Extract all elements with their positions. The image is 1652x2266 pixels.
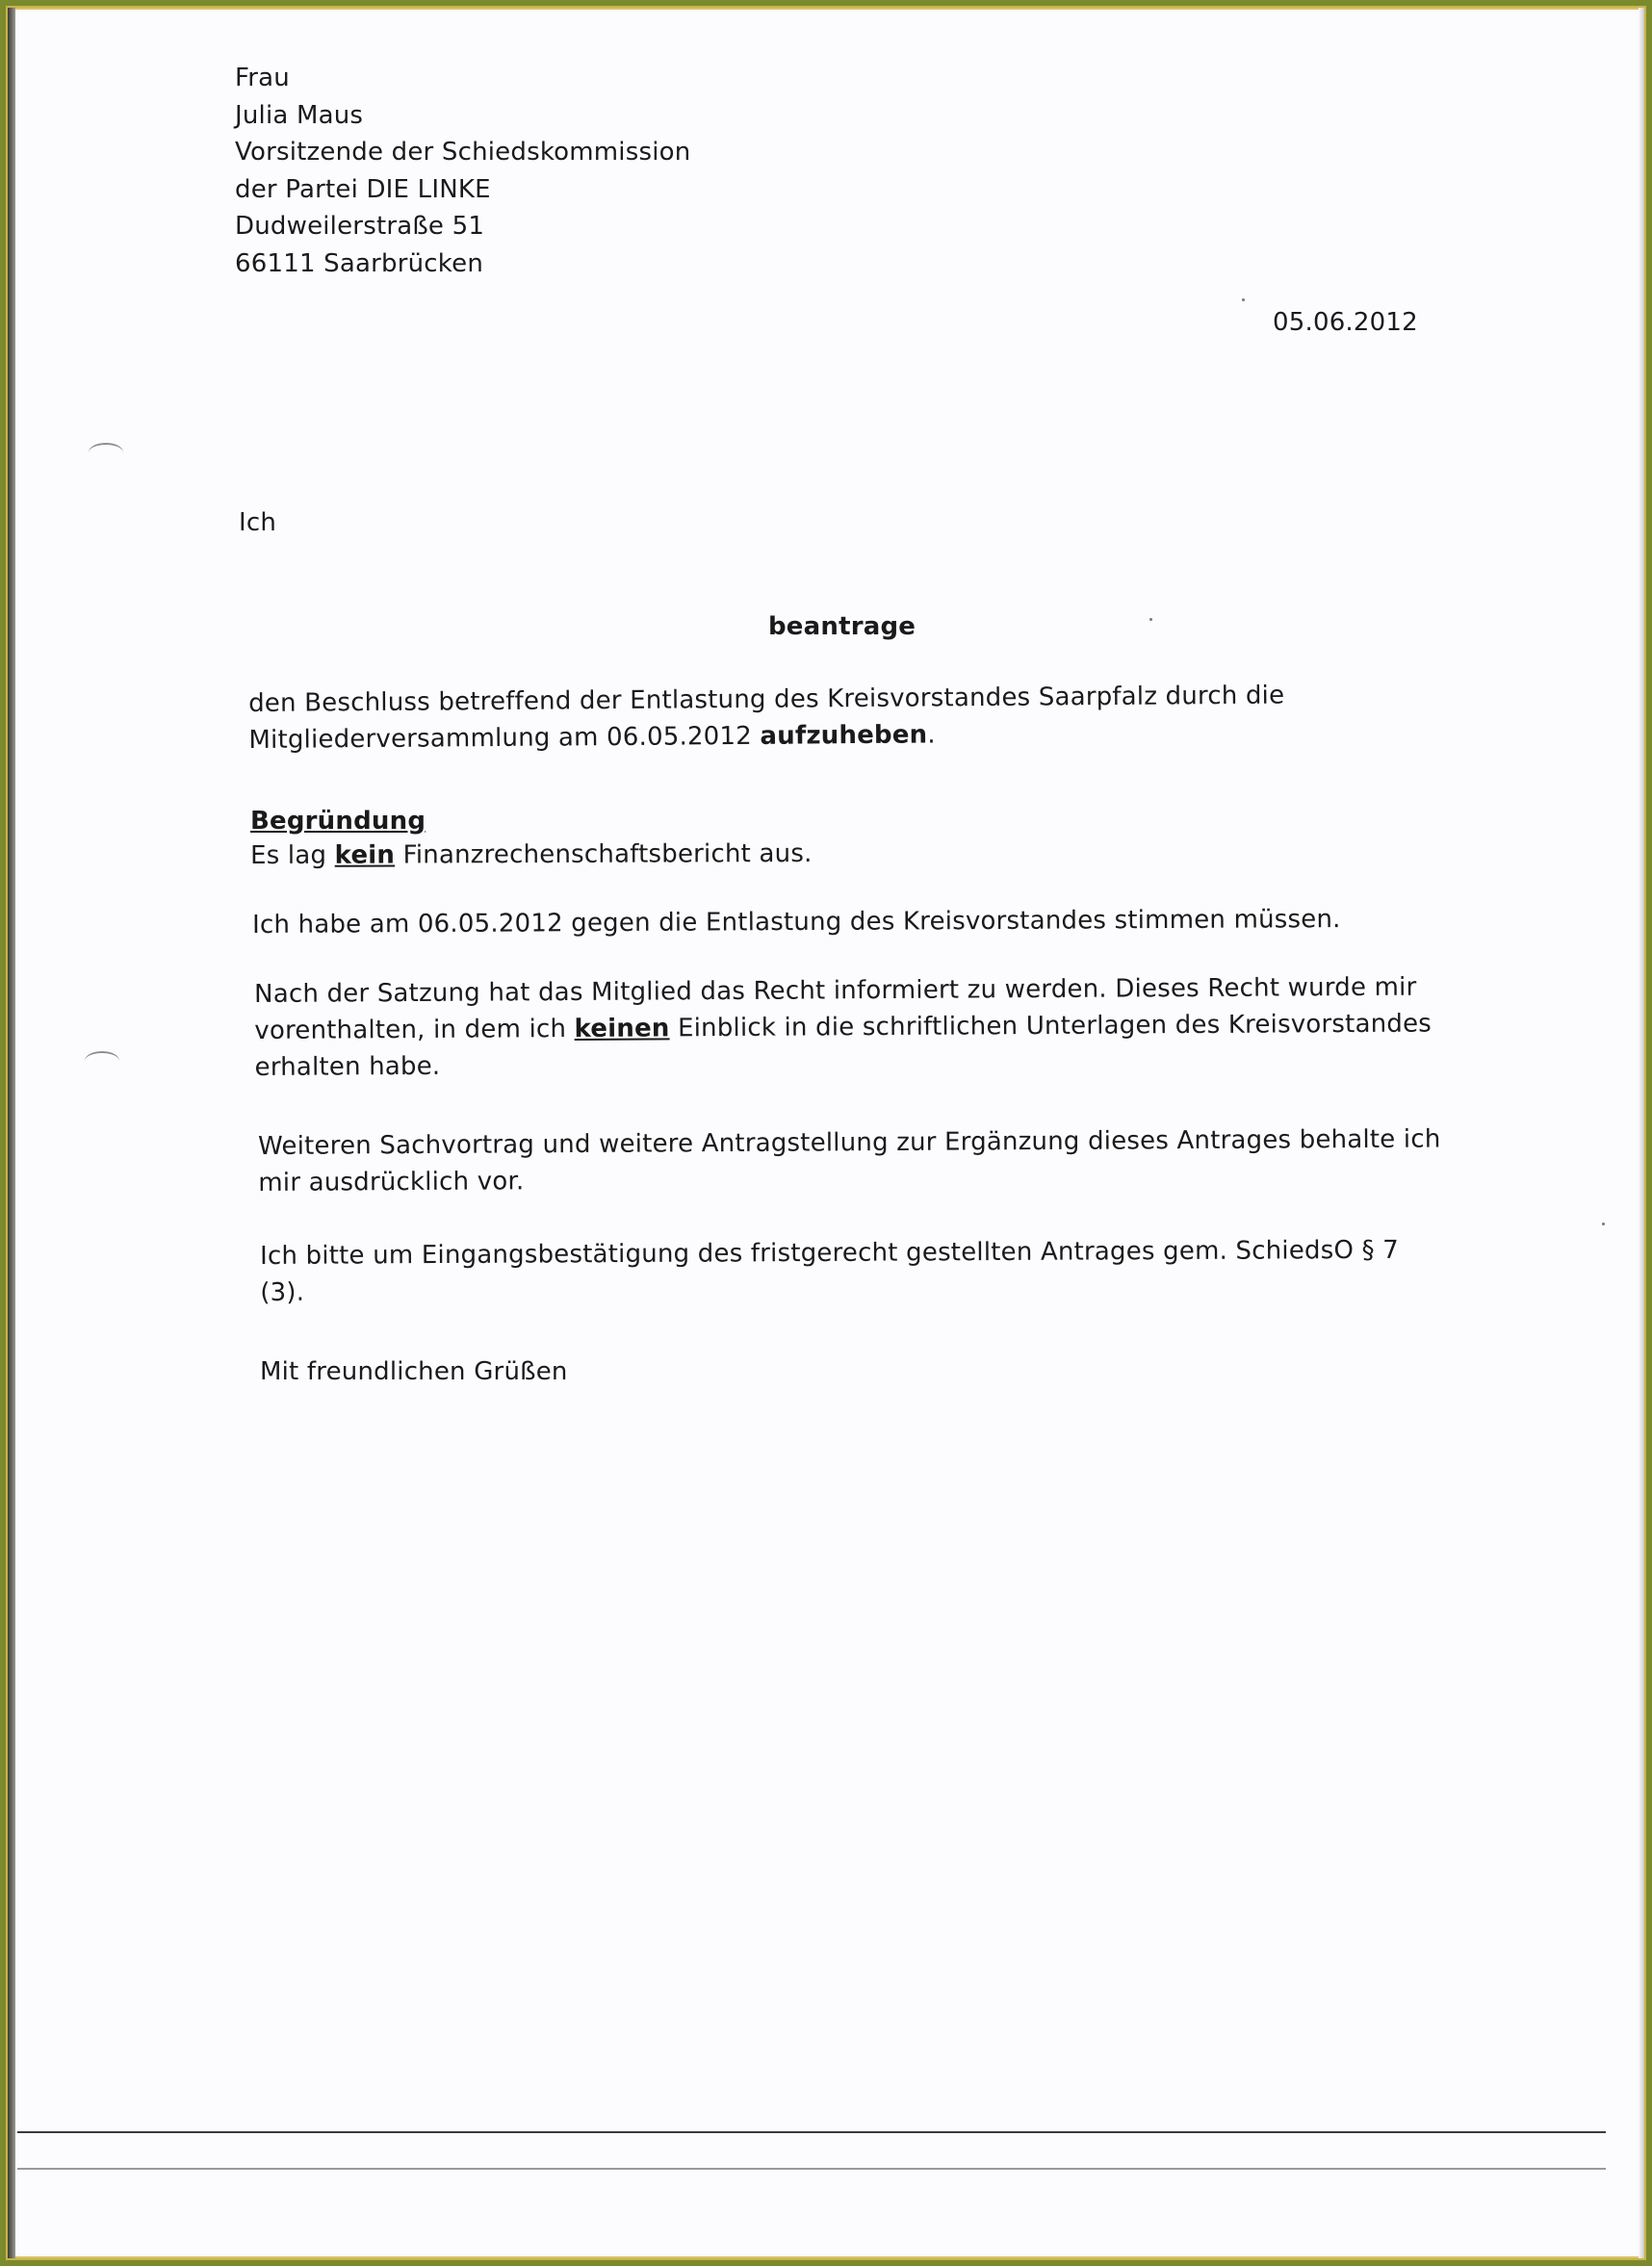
intro-word: Ich [239,508,277,537]
letter-date: 05.06.2012 [1273,308,1418,337]
rights-text: vorenthalten, in dem ich [254,1014,575,1045]
rights-line: Nach der Satzung hat das Mitglied das Recht informiert zu werden. Dieses Recht wurde mir [254,972,1417,1009]
scan-speck [1602,1223,1605,1225]
scan-edge-shadow [8,8,15,2258]
confirm-paragraph [260,1232,1399,1311]
recipient-line: 66111 Saarbrücken [235,248,484,278]
reasoning-title: Begründung [250,807,426,836]
reasoning-emphasis: kein [334,840,396,870]
scan-line [17,2131,1606,2133]
vote-paragraph: Ich habe am 06.05.2012 gegen die Entlastung des Kreisvorstandes stimmen müssen. [252,905,1341,940]
punch-hole-mark [85,1051,119,1070]
request-heading: beantrage [768,612,916,641]
scan-speck [1242,298,1245,301]
reasoning-line [250,836,813,874]
confirm-line: (3). [260,1277,305,1307]
scan-line [17,2168,1606,2170]
reserve-line: Weiteren Sachvortrag und weitere Antragstellung zur Ergänzung dieses Antrages behalte ich [258,1124,1441,1161]
request-line-text: Mitgliederversammlung am 06.05.2012 [248,721,761,755]
recipient-line: Julia Maus [235,100,364,130]
punch-hole-mark [89,443,123,462]
request-emphasis: aufzuheben [760,720,928,751]
reserve-paragraph [258,1120,1441,1201]
rights-emphasis: keinen [574,1014,670,1043]
rights-line [254,1006,1432,1049]
reasoning-text-end: Finanzrechenschaftsbericht aus. [395,838,813,870]
rights-line: erhalten habe. [254,1051,441,1082]
request-line: den Beschluss betreffend der Entlastung des Kreisvorstandes Saarpfalz durch die [248,681,1285,718]
rights-text-end: Einblick in die schriftlichen Unterlagen des Kreisvorstandes [669,1009,1433,1043]
request-line [248,714,1284,759]
reserve-line: mir ausdrücklich vor. [258,1167,525,1197]
closing-salutation: Mit freundlichen Grüßen [260,1357,568,1386]
recipient-line: Frau [235,64,290,92]
scan-edge-right [1639,8,1644,2258]
recipient-address [235,60,690,282]
recipient-line: der Partei DIE LINKE [235,174,491,204]
recipient-line: Dudweilerstraße 51 [235,212,485,241]
rights-paragraph [254,969,1432,1086]
scan-speck [1149,618,1152,621]
letter-page [8,8,1644,2258]
request-line-end: . [927,720,936,750]
recipient-line: Vorsitzende der Schiedskommission [235,138,691,167]
request-paragraph [248,678,1285,759]
confirm-line: Ich bitte um Eingangsbestätigung des fristgerecht gestellten Antrages gem. SchiedsO § 7 [260,1235,1400,1271]
reasoning-text: Es lag [250,840,335,870]
